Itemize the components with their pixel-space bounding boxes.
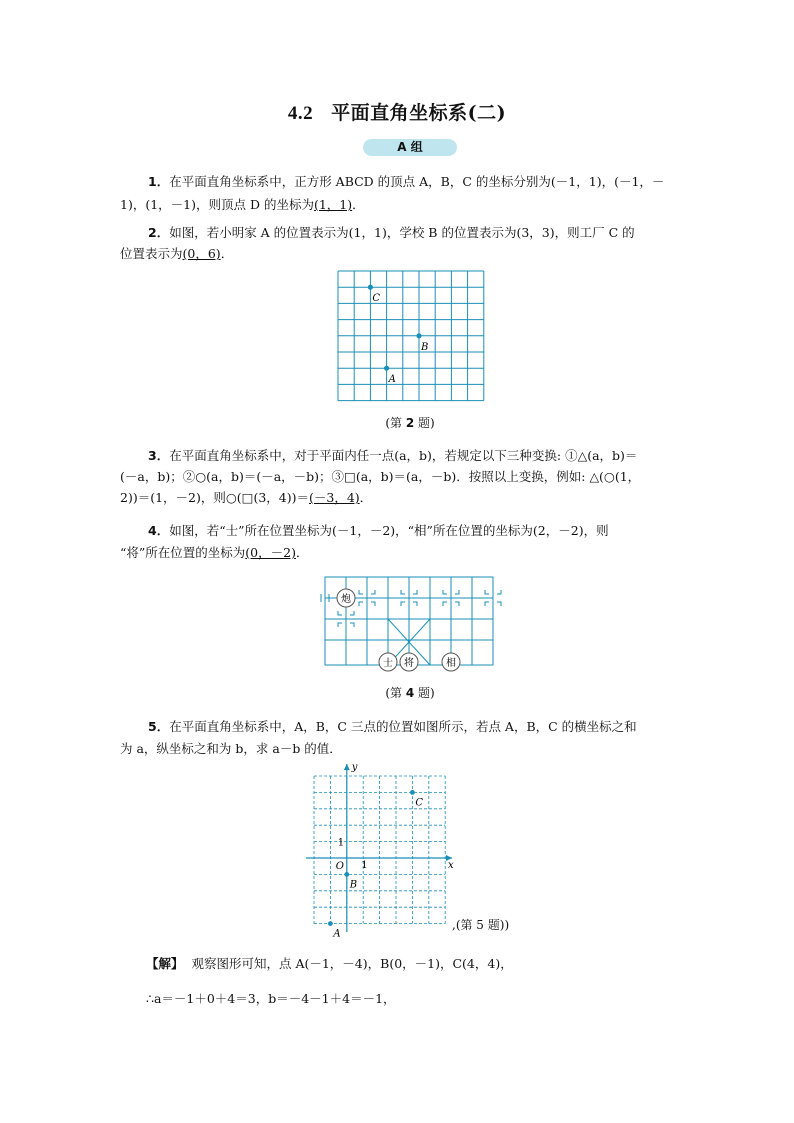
y-unit-label: 1 bbox=[337, 837, 345, 849]
solution-line-2 bbox=[146, 987, 666, 1010]
piece-xiang-label: 相 bbox=[446, 658, 456, 669]
question-text: 如图，若“士”所在位置坐标为(－1，－2)，“相”所在位置的坐标为(2，－2)，则 bbox=[169, 523, 609, 538]
point-a bbox=[384, 366, 389, 371]
piece-pao-label: 炮 bbox=[341, 594, 351, 605]
question-1-cont bbox=[120, 193, 676, 216]
question-number: 1． bbox=[148, 174, 170, 189]
question-4-cont bbox=[120, 541, 676, 564]
point-label-b: B bbox=[421, 341, 429, 353]
figure-4-board bbox=[318, 574, 500, 672]
piece-shi-label: 士 bbox=[383, 658, 393, 669]
punct: ． bbox=[220, 246, 234, 261]
answer: (0，6) bbox=[182, 246, 221, 261]
x-unit-label: 1 bbox=[361, 860, 368, 871]
point-a bbox=[328, 921, 333, 926]
question-text: 在平面直角坐标系中，正方形 ABCD 的顶点 A，B，C 的坐标分别为(－1，1)，(－1，－ bbox=[169, 174, 665, 189]
question-1 bbox=[120, 170, 676, 193]
origin-label: O bbox=[335, 861, 345, 872]
point-label-b: B bbox=[349, 879, 358, 891]
punct: ． bbox=[359, 490, 373, 505]
question-3-cont2 bbox=[120, 486, 676, 509]
caption-number: 4 bbox=[405, 686, 415, 700]
solution-tag: 【解】 bbox=[146, 956, 184, 971]
question-text: “将”所在位置的坐标为 bbox=[120, 545, 246, 560]
question-text: 2))＝(1，－2)，则○(□(3，4))＝ bbox=[120, 490, 309, 505]
caption-text: 题) bbox=[414, 686, 435, 700]
caption-text: 题) bbox=[414, 416, 435, 430]
question-text: 如图，若小明家 A 的位置表示为(1，1)，学校 B 的位置表示为(3，3)，则工厂 C 的 bbox=[169, 225, 635, 240]
question-text: 在平面直角坐标系中，A，B，C 三点的位置如图所示，若点 A，B，C 的横坐标之和 bbox=[169, 719, 637, 734]
question-text: 为 a，纵坐标之和为 b，求 a－b 的值． bbox=[120, 741, 342, 756]
caption-number: 2 bbox=[405, 416, 415, 430]
question-2-cont bbox=[120, 242, 676, 265]
section-title: 平面直角坐标系(二) bbox=[331, 102, 507, 124]
figure-2-grid bbox=[336, 269, 486, 405]
point-label-c: C bbox=[372, 293, 381, 305]
x-axis-label: x bbox=[448, 860, 454, 871]
point-label-a: A bbox=[388, 374, 396, 386]
point-c bbox=[368, 285, 373, 290]
question-3 bbox=[120, 444, 676, 467]
question-4 bbox=[120, 519, 676, 542]
section-number: 4.2 bbox=[287, 103, 314, 124]
question-5 bbox=[120, 715, 676, 738]
y-axis-label: y bbox=[351, 762, 358, 773]
question-text: 位置表示为 bbox=[120, 246, 183, 261]
caption-text: (第 bbox=[385, 686, 406, 700]
question-number: 5． bbox=[148, 719, 170, 734]
answer: (1，1) bbox=[313, 197, 353, 212]
answer: (0，－2) bbox=[245, 545, 296, 560]
piece-jiang-label: 将 bbox=[404, 658, 414, 669]
question-5-cont bbox=[120, 737, 676, 760]
question-text: (－a，b)；②○(a，b)＝(－a，－b)；③□(a，b)＝(a，－b)．按照以上变换，例如: △(○(1， bbox=[120, 469, 641, 484]
figure-2-caption bbox=[350, 414, 470, 431]
punct: ． bbox=[295, 545, 309, 560]
solution-line-1 bbox=[146, 952, 666, 975]
question-text: 1)，(1，－1)，则顶点 D 的坐标为 bbox=[120, 197, 314, 212]
question-text: 在平面直角坐标系中，对于平面内任一点(a，b)，若规定以下三种变换: ①△(a，b)＝ bbox=[169, 448, 638, 463]
figure-5-coordinate-plane bbox=[304, 760, 460, 940]
question-number: 3． bbox=[148, 448, 170, 463]
y-axis-arrow bbox=[344, 764, 350, 770]
question-2 bbox=[120, 221, 676, 244]
question-number: 2． bbox=[148, 225, 170, 240]
point-b bbox=[344, 872, 349, 877]
question-3-cont bbox=[120, 465, 676, 488]
answer: (－3，4) bbox=[309, 490, 360, 505]
page-title bbox=[0, 98, 794, 125]
punct: ． bbox=[352, 197, 365, 212]
point-c bbox=[410, 790, 415, 795]
point-label-c: C bbox=[415, 797, 424, 809]
solution-text: 观察图形可知，点 A(－1，－4)，B(0，－1)，C(4，4)， bbox=[191, 956, 513, 971]
solution-text: ∴a＝－1＋0＋4＝3，b＝－4－1＋4＝－1， bbox=[146, 991, 396, 1006]
point-label-a: A bbox=[333, 928, 341, 940]
caption-text: (第 bbox=[385, 416, 406, 430]
group-badge: A 组 bbox=[363, 139, 457, 156]
figure-4-caption bbox=[350, 684, 470, 701]
point-b bbox=[416, 333, 421, 338]
figure-5-caption: ,(第 5 题)) bbox=[452, 918, 510, 932]
question-number: 4． bbox=[148, 523, 170, 538]
